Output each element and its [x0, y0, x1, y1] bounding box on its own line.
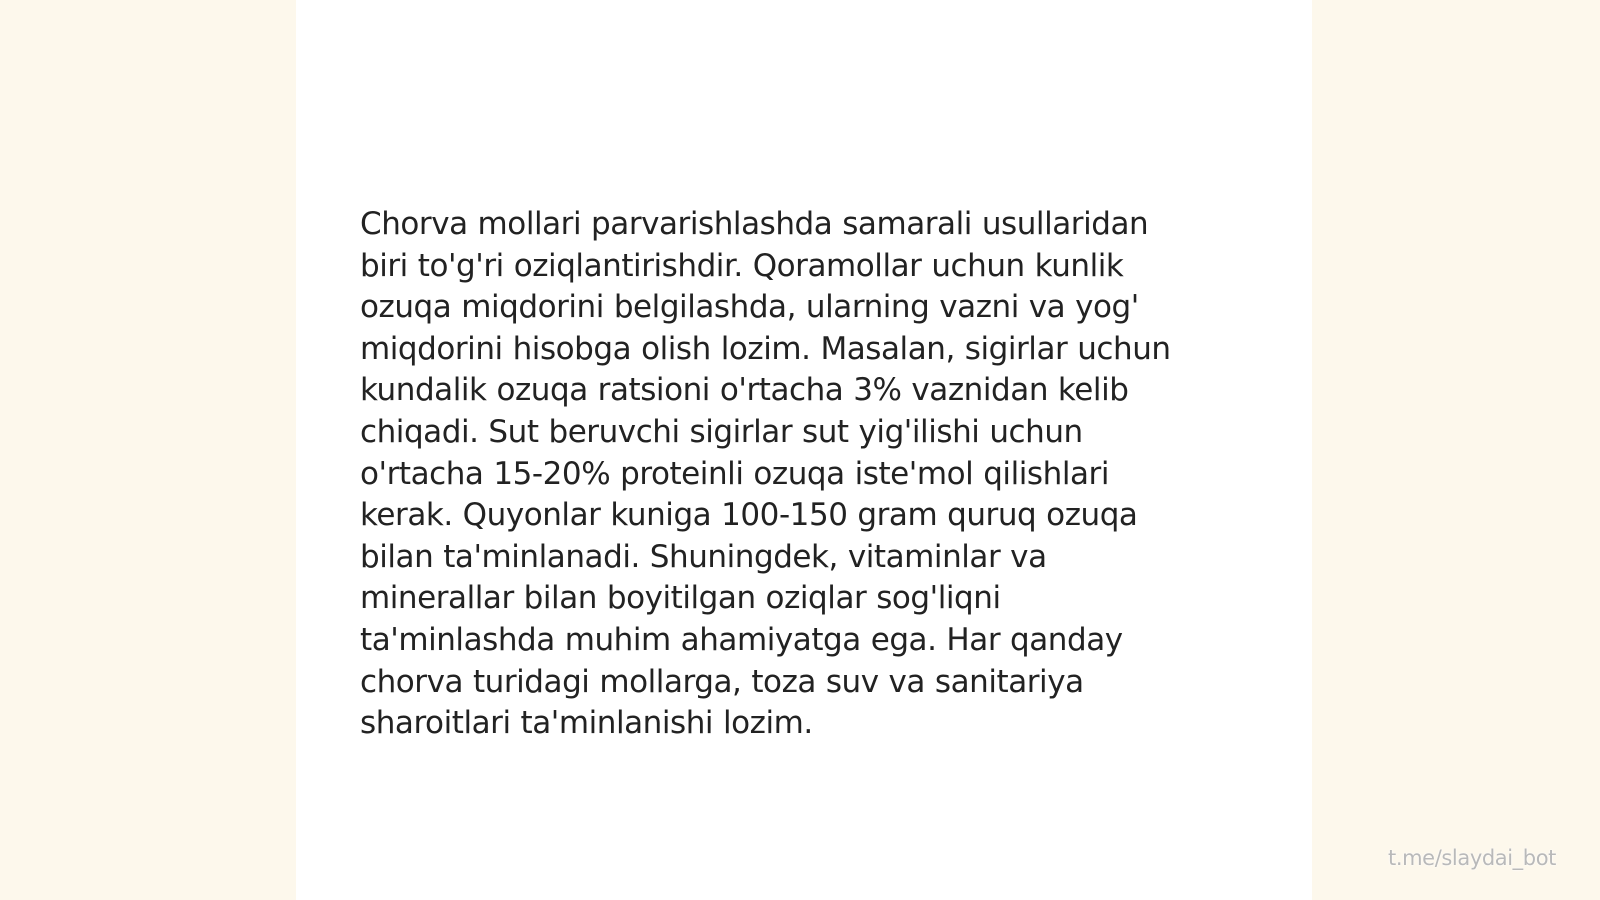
paragraph-line: bilan ta'minlanadi. Shuningdek, vitaminlar va [360, 538, 1047, 575]
paragraph-line: kerak. Quyonlar kuniga 100-150 gram quruq ozuqa [360, 497, 1138, 534]
paragraph-line: biri to'g'ri oziqlantirishdir. Qoramollar uchun kunlik [360, 247, 1124, 284]
paragraph-line: kundalik ozuqa ratsioni o'rtacha 3% vaznidan kelib [360, 372, 1129, 409]
paragraph-line: sharoitlari ta'minlanishi lozim. [360, 705, 813, 742]
watermark-link: t.me/slaydai_bot [1388, 846, 1556, 870]
paragraph-line: ozuqa miqdorini belgilashda, ularning vazni va yog' [360, 289, 1139, 326]
slide-page [296, 0, 1312, 900]
paragraph-line: Chorva mollari parvarishlashda samarali usullaridan [360, 206, 1149, 242]
paragraph-line: o'rtacha 15-20% proteinli ozuqa iste'mol qilishlari [360, 455, 1109, 492]
paragraph-line: ta'minlashda muhim ahamiyatga ega. Har qanday [360, 621, 1123, 658]
paragraph-line: chorva turidagi mollarga, toza suv va sanitariya [360, 663, 1084, 700]
paragraph-line: miqdorini hisobga olish lozim. Masalan, sigirlar uchun [360, 330, 1171, 367]
paragraph-line: minerallar bilan boyitilgan oziqlar sog'liqni [360, 580, 1001, 617]
slide-paragraph [360, 204, 1250, 745]
paragraph-line: chiqadi. Sut beruvchi sigirlar sut yig'ilishi uchun [360, 413, 1083, 450]
